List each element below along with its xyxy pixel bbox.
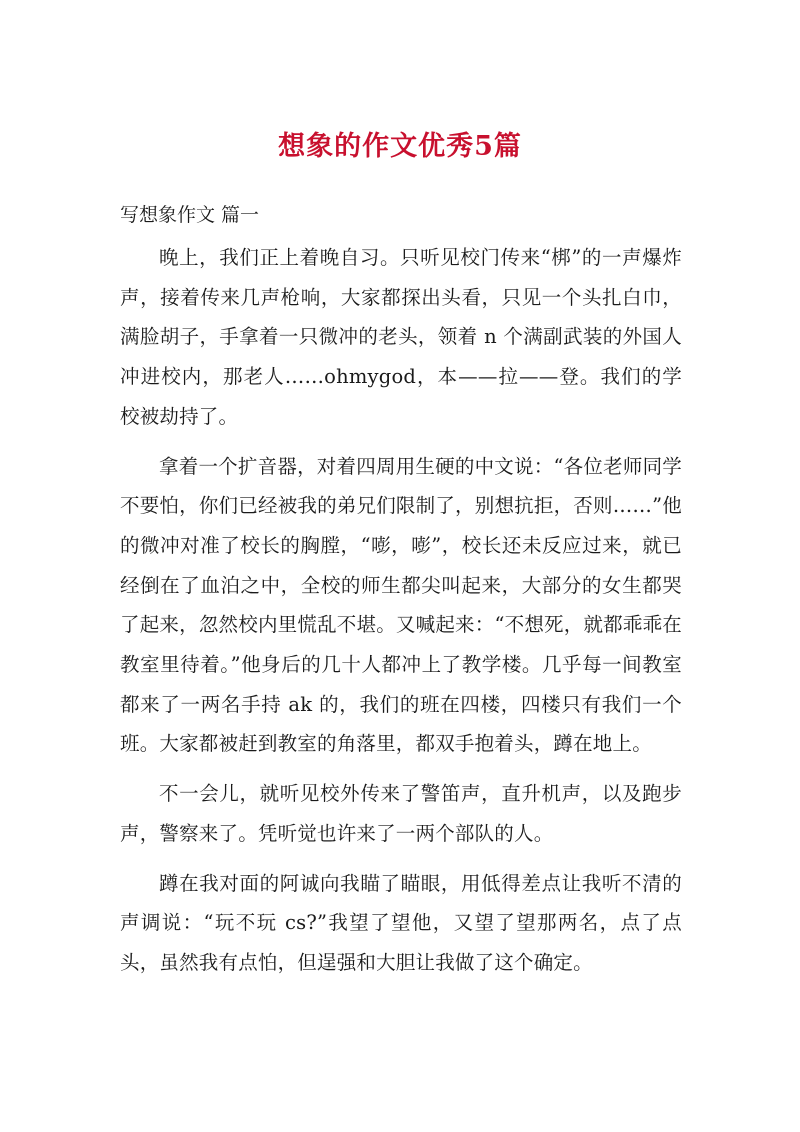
page-title: 想象的作文优秀5篇 <box>278 131 522 162</box>
article-body <box>120 238 682 993</box>
paragraph-2: 拿着一个扩音器，对着四周用生硬的中文说：“各位老师同学不要怕，你们已经被我的弟兄们限制了，别想抗拒，否则……”他的微冲对准了校长的胸膛，“嘭，嘭”，校长还未反应过来，就已经倒在了血泊之中，全校的师生都尖叫起来，大部分的女生都哭了起来，忽然校内里慌乱不堪。又喊起来：“不想死，就都乖乖在教室里待着。”他身后的几十人都冲上了教学楼。几乎每一间教室都来了一两名手持 ak 的，我们的班在四楼，四楼只有我们一个班。大家都被赶到教室的角落里，都双手抱着头，蹲在地上。 <box>120 454 682 756</box>
paragraph-3: 不一会儿，就听见校外传来了警笛声，直升机声，以及跑步声，警察来了。凭听觉也许来了一两个部队的人。 <box>120 782 682 845</box>
section-heading: 写想象作文 篇一 <box>120 204 260 226</box>
paragraph-4: 蹲在我对面的阿诚向我瞄了瞄眼，用低得差点让我听不清的声调说：“玩不玩 cs?”我望了望他，又望了望那两名，点了点头，虽然我有点怕，但逞强和大胆让我做了这个确定。 <box>120 871 682 974</box>
paragraph-1: 晚上，我们正上着晚自习。只听见校门传来“梆”的一声爆炸声，接着传来几声枪响，大家都探出头看，只见一个头扎白巾，满脸胡子，手拿着一只微冲的老头，领着 n 个满副武装的外国人冲进校内，那老人……ohmygod，本——拉——登。我们的学校被劫持了。 <box>120 246 682 428</box>
